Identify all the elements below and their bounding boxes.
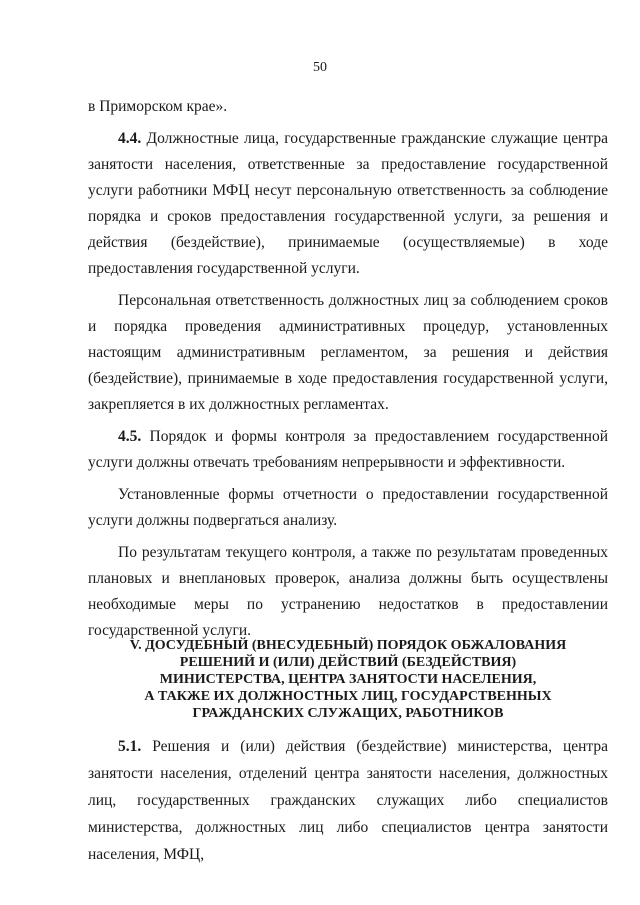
- heading-line: ГРАЖДАНСКИХ СЛУЖАЩИХ, РАБОТНИКОВ: [192, 706, 504, 721]
- clause-text: Порядок и формы контроля за предоставлением государственной услуги должны отвечать требованиям непрерывности и эффективности.: [88, 428, 608, 471]
- paragraph-4-5: [88, 424, 608, 476]
- section-heading: [88, 637, 608, 722]
- clause-number: 4.5.: [118, 428, 142, 445]
- paragraph-4-4-b: Персональная ответственность должностных лиц за соблюдением сроков и порядка проведения административных процедур, установленных настоящим административным регламентом, за решения и действия (бездействие), принимаемые в ходе предоставления государственной услуги, закрепляется в их должностных регламентах.: [88, 292, 608, 413]
- heading-line: МИНИСТЕРСТВА, ЦЕНТРА ЗАНЯТОСТИ НАСЕЛЕНИЯ,: [159, 672, 537, 687]
- heading-line: А ТАКЖЕ ИХ ДОЛЖНОСТНЫХ ЛИЦ, ГОСУДАРСТВЕННЫХ: [144, 689, 552, 704]
- heading-line: V. ДОСУДЕБНЫЙ (ВНЕСУДЕБНЫЙ) ПОРЯДОК ОБЖАЛОВАНИЯ: [129, 638, 567, 653]
- continuation-paragraph: в Приморском крае».: [88, 98, 228, 115]
- body-text: [88, 94, 608, 644]
- paragraph-4-5-b: Установленные формы отчетности о предоставлении государственной услуги должны подвергаться анализу.: [88, 486, 608, 529]
- paragraph-4-5-c: По результатам текущего контроля, а также по результатам проведенных плановых и внеплановых проверок, анализа должны быть осуществлены необходимые меры по устранению недостатков в предоставлении государственной услуги.: [88, 544, 608, 639]
- heading-line: РЕШЕНИЙ И (ИЛИ) ДЕЙСТВИЙ (БЕЗДЕЙСТВИЯ): [179, 655, 517, 670]
- paragraph-4-4: [88, 126, 608, 282]
- clause-number: 4.4.: [118, 130, 142, 147]
- clause-text: Должностные лица, государственные гражданские служащие центра занятости населения, ответственные за предоставление государственной услуги работники МФЦ несут персональную ответственность за соблюдение порядка и сроков предоставления государственной услуги, за решения и действия (бездействие), принимаемые (осуществляемые) в ходе предоставления государственной услуги.: [88, 130, 609, 277]
- clause-text: Решения и (или) действия (бездействие) министерства, центра занятости населения, отделений центра занятости населения, должностных лиц, государственных гражданских служащих либо специалистов министерства, должностных лиц либо специалистов центра занятости населения, МФЦ,: [88, 738, 609, 863]
- paragraph-5-1: [88, 733, 608, 868]
- page-number: 50: [313, 60, 327, 75]
- section-5-text: [88, 733, 608, 868]
- clause-number: 5.1.: [118, 738, 142, 755]
